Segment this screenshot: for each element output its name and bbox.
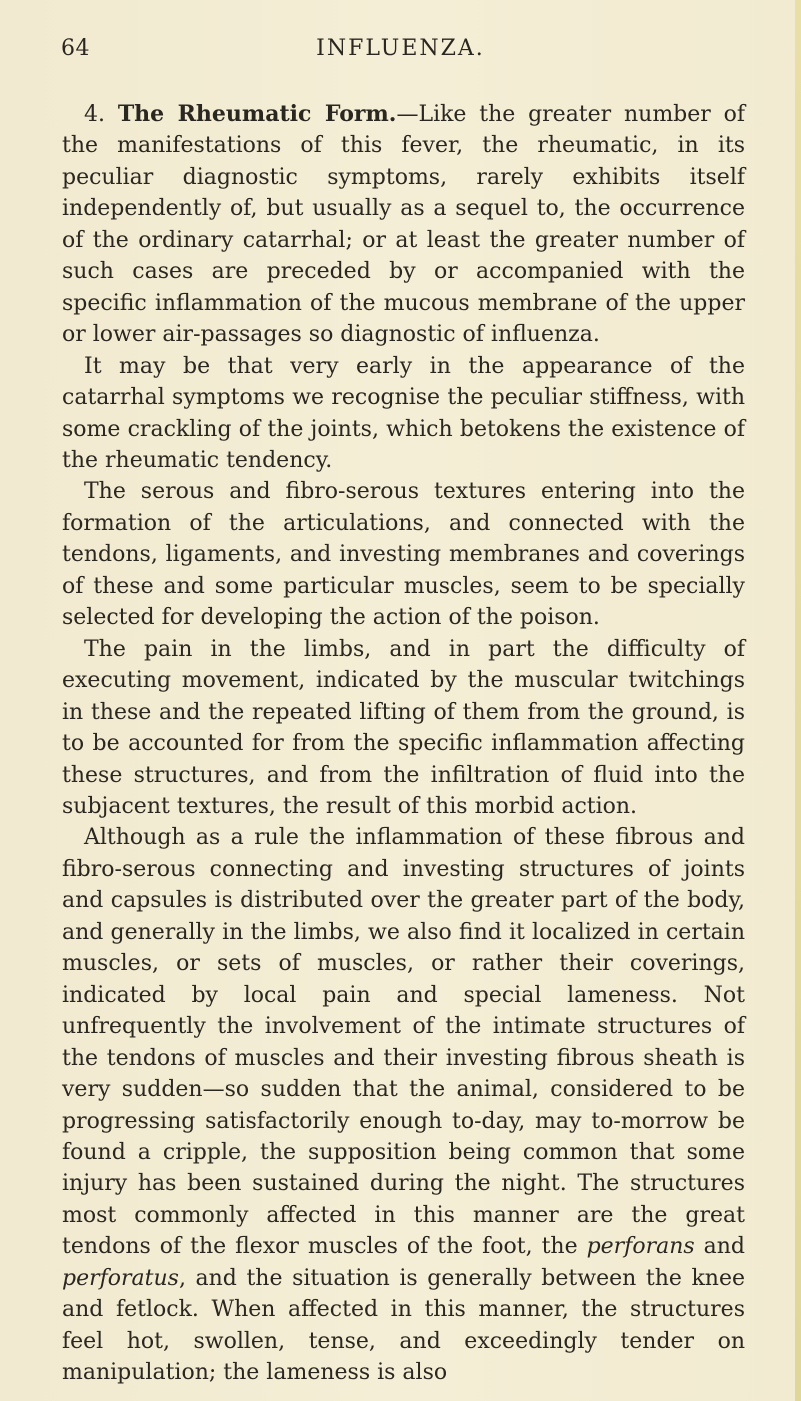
paragraph: The serous and fibro-serous textures entering into the formation of the articulations, and connected with the tendons, ligaments, and investing membranes and coverings of these and some particular muscles, seem to be specially selected for developing the action of the poison. (62, 479, 745, 631)
running-title: INFLUENZA. (316, 36, 485, 61)
body-text (62, 99, 745, 1389)
section-paragraph (62, 99, 745, 351)
section-title: The Rheumatic Form. (117, 101, 397, 127)
paragraph-text: Although as a rule the inflammation of these fibrous and fibro-serous connecting and investing structures of joints and capsules is distributed over the greater part of the body, and generally in the limbs, we also find it localized in certain muscles, or sets of muscles, or rather their coverings, indicated by local pain and special lameness. Not unfrequently the involvement of the intimate structures of the tendons of muscles and their investing fibrous sheath is very sudden—so sudden that the animal, considered to be progressing satisfactorily enough to-day, may to-morrow be found a cripple, the supposition being common that some injury has been sustained during the night. The structures most commonly affected in this manner are the great tendons of the flexor muscles of the foot, the (62, 825, 745, 1260)
page-header (0, 36, 801, 66)
section-number: 4. (84, 102, 105, 127)
paragraph-text: and (694, 1234, 745, 1260)
term-perforans: perforans (586, 1234, 695, 1260)
paragraph (62, 822, 745, 1388)
term-perforatus: perforatus (62, 1265, 179, 1291)
paragraph: The pain in the limbs, and in part the difficulty of executing movement, indicated by the muscular twitchings in these and the repeated lifting of them from the ground, is to be accounted for from the specific inflammation affecting these structures, and from the infiltration of fluid into the subjacent textures, the result of this morbid action. (62, 636, 745, 819)
paragraph-text: , and the situation is generally between the knee and fetlock. When affected in this manner, the structures feel hot, swollen, tense, and exceedingly tender on manipulation; the lameness is also (62, 1265, 745, 1386)
page-edge-shadow (795, 0, 801, 1401)
paragraph: It may be that very early in the appearance of the catarrhal symptoms we recognise the peculiar stiffness, with some crackling of the joints, which betokens the existence of the rheumatic tendency. (62, 353, 745, 473)
page-number: 64 (61, 36, 90, 61)
section-lead-text: —Like the greater number of the manifestations of this fever, the rheumatic, in its peculiar diagnostic symptoms, rarely exhibits itself independently of, but usually as a sequel to, the occurrence of the ordinary catarrhal; or at least the greater number of such cases are preceded by or accompanied with the specific inflammation of the mucous membrane of the upper or lower air-passages so diagnostic of influenza. (62, 102, 745, 348)
